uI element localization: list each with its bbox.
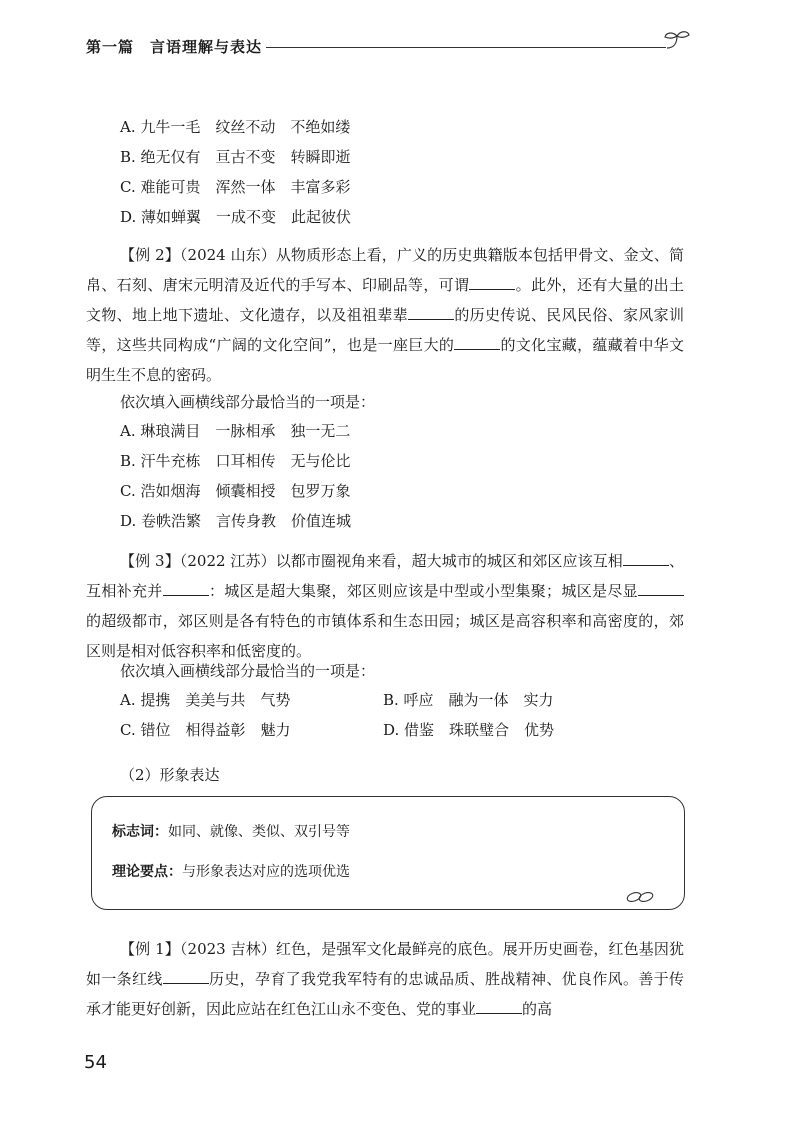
- ex3-option-c: C. 错位 相得益彰 魅力 D. 借鉴 珠联璧合 优势: [120, 721, 555, 739]
- example-3-prompt: 依次填入画横线部分最恰当的一项是：: [120, 662, 376, 680]
- q1-option-a: A. 九牛一毛 纹丝不动 不绝如缕: [120, 118, 351, 136]
- answer-blank: [476, 999, 522, 1014]
- example-1-stem: 【例 1】（2023 吉林）红色，是强军文化最鲜亮的底色。展开历史画卷，红色基因犹如一条红线 历史，孕育了我党我军特有的忠诚品质、胜战精神、优良作风。善于传承才能更好创新，因此应站在红色江山永不变色、党的事业 的高: [86, 940, 684, 1018]
- leaf-icon: [626, 891, 654, 903]
- header-rule: [266, 47, 666, 48]
- answer-blank: [638, 581, 684, 596]
- example-2-prompt: 依次填入画横线部分最恰当的一项是：: [120, 393, 376, 411]
- tip-box: [91, 796, 685, 910]
- answer-blank: [408, 305, 454, 320]
- sprout-icon: [662, 30, 692, 58]
- ex3-option-a: A. 提携 美美与共 气势 B. 呼应 融为一体 实力: [120, 691, 554, 709]
- example-2-stem: 【例 2】（2024 山东）从物质形态上看，广义的历史典籍版本包括甲骨文、金文、简帛、石刻、唐宋元明清及近代的手写本、印刷品等，可谓 。此外，还有大量的出土文物、地上地下遗址、文化遗存，以及祖祖辈辈 的历史传说、民风民俗、家风家训等，这些共同构成“广阔的文化空间”，也是一座巨大的 的文化宝藏，蕴藏着中华文明生生不息的密码。: [86, 246, 684, 384]
- chapter-title: 第一篇 言语理解与表达: [86, 38, 263, 56]
- page-header: [86, 30, 701, 66]
- ex2-option-a: A. 琳琅满目 一脉相承 独一无二: [120, 422, 351, 440]
- ex2-option-c: C. 浩如烟海 倾囊相授 包罗万象: [120, 482, 351, 500]
- answer-blank: [163, 581, 209, 596]
- q1-option-b: B. 绝无仅有 亘古不变 转瞬即逝: [120, 148, 351, 166]
- answer-blank: [163, 969, 209, 984]
- theory-row: 理论要点：与形象表达对应的选项优选: [112, 864, 350, 880]
- example-1-label: 【例 1】: [120, 940, 180, 958]
- answer-blank: [469, 275, 515, 290]
- example-3-stem: 【例 3】（2022 江苏）以都市圈视角来看，超大城市的城区和郊区应该互相 、互相补充并 ：城区是超大集聚，郊区则应该是中型或小型集聚；城区是尽显的超级都市，郊区则是各有特色的市镇体系和生态田园；城区是高容积率和高密度的，郊区则是相对低容积率和低密度的。: [86, 552, 685, 660]
- answer-blank: [623, 551, 669, 566]
- q1-option-c: C. 难能可贵 浑然一体 丰富多彩: [120, 178, 351, 196]
- page-number: 54: [84, 1052, 107, 1073]
- example-3-label: 【例 3】: [120, 552, 180, 570]
- ex3-option-d: D. 借鉴 珠联璧合 优势: [383, 721, 555, 739]
- ex3-option-b: B. 呼应 融为一体 实力: [383, 691, 554, 709]
- section-title: （2）形象表达: [120, 766, 220, 784]
- answer-blank: [454, 335, 500, 350]
- ex2-option-d: D. 卷帙浩繁 言传身教 价值连城: [120, 512, 352, 530]
- example-2-label: 【例 2】: [120, 246, 180, 264]
- ex2-option-b: B. 汗牛充栋 口耳相传 无与伦比: [120, 452, 351, 470]
- q1-option-d: D. 薄如蝉翼 一成不变 此起彼伏: [120, 208, 352, 226]
- keyword-row: 标志词：如同、就像、类似、双引号等: [112, 824, 350, 840]
